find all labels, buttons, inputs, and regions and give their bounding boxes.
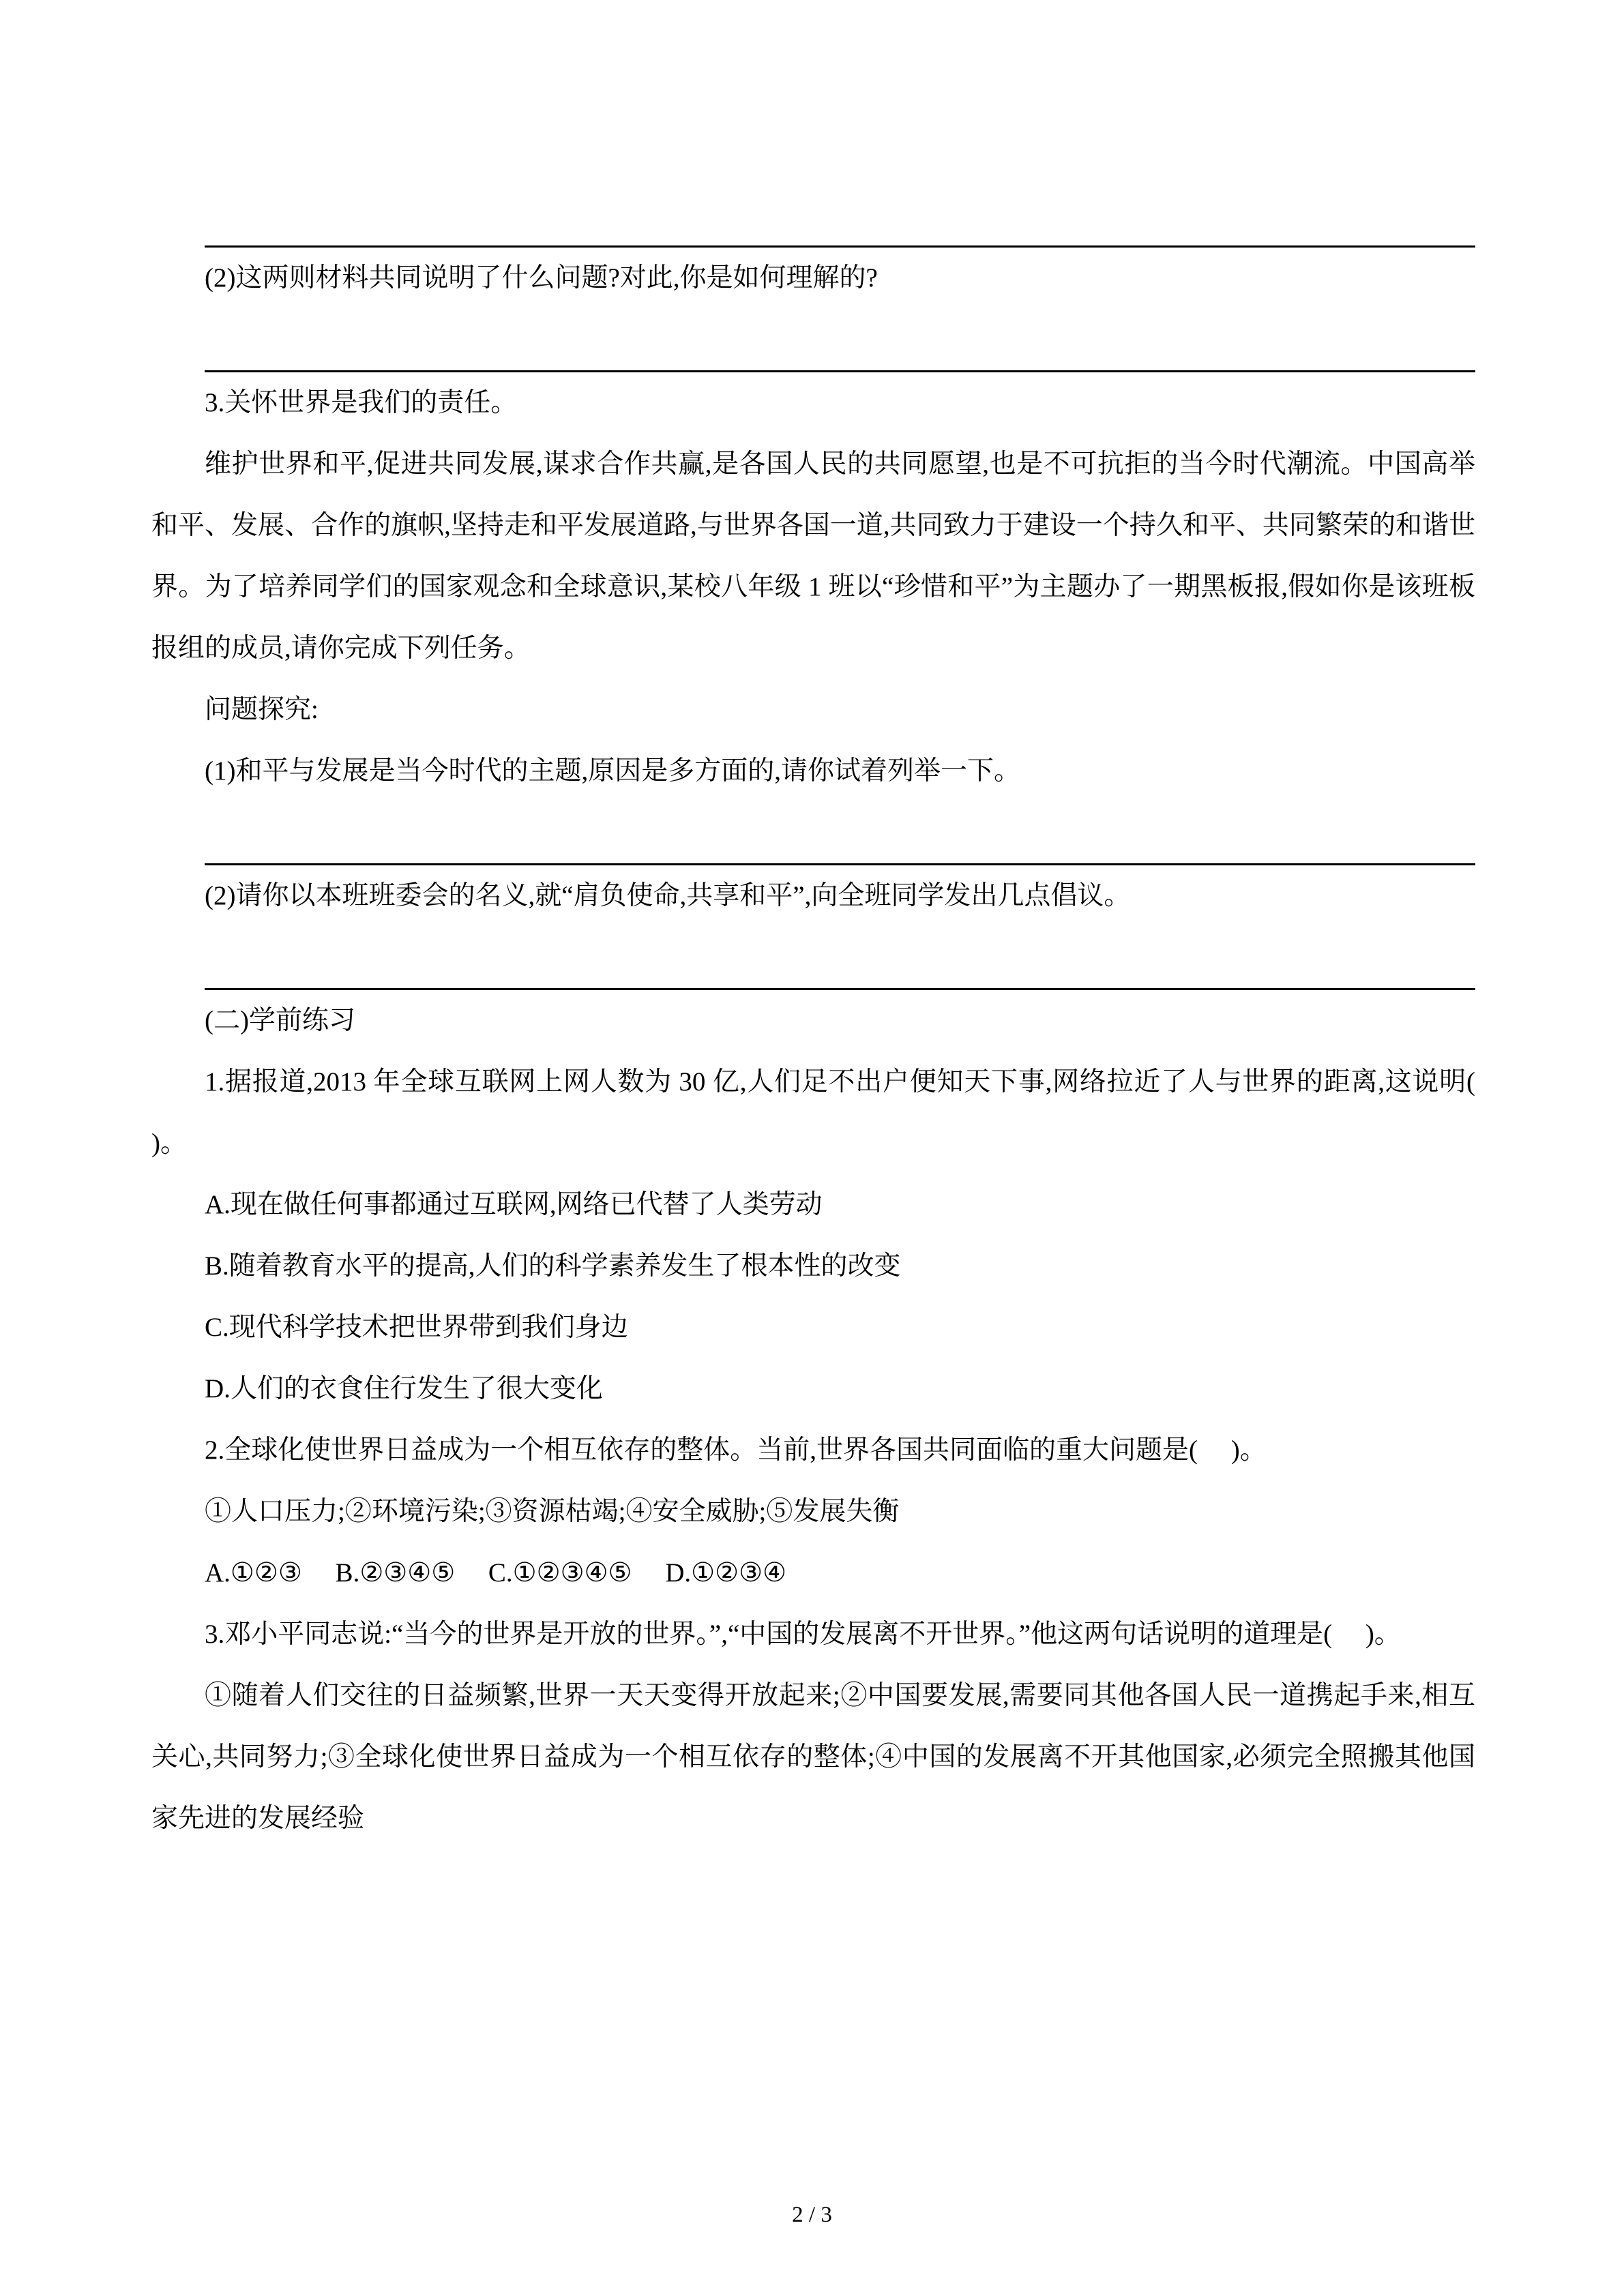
answer-line [205,927,1475,990]
practice-q1-option-b: B.随着教育水平的提高,人们的科学素养发生了根本性的改变 [205,1251,901,1281]
practice-q1-option-c: C.现代科学技术把世界带到我们身边 [205,1313,628,1342]
practice-q1-stem: 1.据报道,2013 年全球互联网上网人数为 30 亿,人们足不出户便知天下事,网络拉近了人与世界的距离,这说明( )。 [151,1067,1509,1158]
question-2-prompt: (2)这两则材料共同说明了什么问题?对此,你是如何理解的? [205,263,878,293]
explore-label: 问题探究: [205,695,319,724]
section3-title: 3.关怀世界是我们的责任。 [205,388,518,417]
practice-q2-items: ①人口压力;②环境污染;③资源枯竭;④安全威胁;⑤发展失衡 [205,1497,900,1526]
section3-question-1: (1)和平与发展是当今时代的主题,原因是多方面的,请你试着列举一下。 [205,756,1020,786]
practice-q2-stem: 2.全球化使世界日益成为一个相互依存的整体。当前,世界各国共同面临的重大问题是( )。 [205,1435,1267,1465]
practice-section-title: (二)学前练习 [205,1006,355,1035]
practice-q3-stem: 3.邓小平同志说:“当今的世界是开放的世界。”,“中国的发展离不开世界。”他这两句话说明的道理是( )。 [205,1620,1401,1649]
page-number: 2 / 3 [792,2203,832,2227]
practice-q1-option-a: A.现在做任何事都通过互联网,网络已代替了人类劳动 [205,1190,823,1219]
section3-question-2: (2)请你以本班班委会的名义,就“肩负使命,共享和平”,向全班同学发出几点倡议。 [205,881,1131,910]
practice-q2-choices: A.①②③ B.②③④⑤ C.①②③④⑤ D.①②③④ [205,1558,787,1587]
section3-body: 维护世界和平,促进共同发展,谋求合作共赢,是各国人民的共同愿望,也是不可抗拒的当今时代潮流。中国高举和平、发展、合作的旗帜,坚持走和平发展道路,与世界各国一道,共同致力于建设一个持久和平、共同繁荣的和谐世界。为了培养同学们的国家观念和全球意识,某校八年级 1 班以“珍惜和平”为主题办了一期黑板报,假如你是该班板报组的成员,请你完成下列任务。 [151,449,1475,663]
practice-q1-option-d: D.人们的衣食住行发生了很大变化 [205,1374,603,1403]
answer-line [205,184,1475,248]
practice-q3-items: ①随着人们交往的日益频繁,世界一天天变得开放起来;②中国要发展,需要同其他各国人民一道携起手来,相互关心,共同努力;③全球化使世界日益成为一个相互依存的整体;④中国的发展离不开其他国家,必须完全照搬其他国家先进的发展经验 [151,1681,1475,1833]
answer-line [205,802,1475,865]
answer-line [205,309,1475,372]
